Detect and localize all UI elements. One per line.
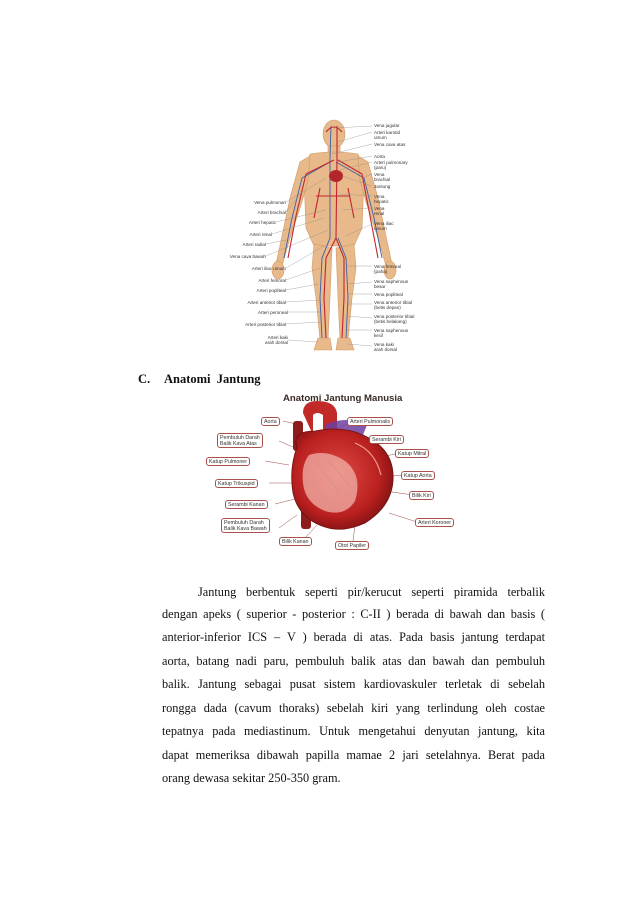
label-arteri-peroneal: Arteri peroneal xyxy=(257,310,288,315)
label-vena-posterior-tibial-1: Vena posterior tibial xyxy=(374,314,415,319)
section-heading xyxy=(138,372,261,387)
label-otot-papiler: Otot Papiler xyxy=(335,541,369,550)
label-pembuluh-darah-balik-kava-atas xyxy=(217,433,263,448)
paragraph-line: tepatnya pada mediastinum. Untuk mengetahui denyutan jantung, kita xyxy=(162,724,545,738)
label-vena-saphenous-kecil-1: Vena saphenous xyxy=(374,328,409,333)
heart-anatomy-figure xyxy=(205,391,477,555)
label-vena-saphenous-besar-1: Vena saphenous xyxy=(374,279,409,284)
label-aorta: Aorta xyxy=(261,417,280,426)
label-arteri-brachial: Arteri brachial xyxy=(257,210,286,215)
label-jantung: Jantung xyxy=(374,184,391,189)
label-vena-jugular: Vena jugular xyxy=(374,123,400,128)
label-katup-trikuspid: Katup Trikuspid xyxy=(215,479,258,488)
label-pembuluh-atas-line2: Balik Kava Atas xyxy=(220,440,257,447)
label-vena-posterior-tibial-2: (betis belakang) xyxy=(374,319,407,324)
heart-figure-title: Anatomi Jantung Manusia xyxy=(283,393,403,404)
label-arteri-renal: Arteri renal xyxy=(249,232,272,237)
section-number: C. xyxy=(138,372,151,386)
paragraph-line: dengan apeks ( superior - posterior : C-II ) berada di bawah dan basis ( xyxy=(162,607,545,621)
label-vena-anterior-tibial-1: Vena anterior tibial xyxy=(374,300,413,305)
circulatory-system-figure xyxy=(230,118,438,358)
label-arah-dorsal-right: arah dorsal xyxy=(374,347,397,352)
paragraph-line: dapat memeriksa dibawah papilla mamae 2 jari setelahnya. Berat pada xyxy=(162,748,545,762)
label-vena-hepatic-2: hepatic xyxy=(374,199,389,204)
label-vena-saphenous-kecil-2: kecil xyxy=(374,333,384,338)
section-title: Anatomi Jantung xyxy=(164,372,261,386)
label-katup-mitral: Katup Mitral xyxy=(395,449,429,458)
label-bilik-kiri: Bilik Kiri xyxy=(409,491,434,500)
label-vena-renal-2: renal xyxy=(374,211,385,216)
label-arteri-popliteal: Arteri popliteal xyxy=(256,288,286,293)
label-vena-cava-atas: Vena cava atas xyxy=(374,142,406,147)
label-umum: umum xyxy=(374,135,387,140)
label-arteri-karotid: Arteri karotid xyxy=(374,130,401,135)
label-vena-popliteal: Vena popliteal xyxy=(374,292,403,297)
label-arteri-pulmonary: Arteri pulmonary xyxy=(374,160,408,165)
label-aorta: Aorta xyxy=(374,154,385,159)
label-arteri-radial: Arteri radial xyxy=(242,242,266,247)
paragraph-line: anterior-inferior ICS – V ) berada di atas. Pada basis jantung terdapat xyxy=(162,630,545,644)
label-pembuluh-bawah-line2: Balik Kava Bawah xyxy=(224,525,267,532)
paragraph-line: Jantung berbentuk seperti pir/kerucut seperti piramida terbalik xyxy=(198,585,545,599)
label-arteri-iliac-umum: Arteri iliac umum xyxy=(251,266,286,271)
label-pembuluh-darah-balik-kava-bawah xyxy=(221,518,270,533)
label-paru: (paru) xyxy=(374,165,387,170)
label-serambi-kiri: Serambi Kiri xyxy=(369,435,404,444)
label-arteri-kaki: Arteri kaki xyxy=(267,335,288,340)
label-vena-anterior-tibial-2: (betis depan) xyxy=(374,305,401,310)
label-katup-pulmoner: Katup Pulmoner xyxy=(206,457,250,466)
paragraph-line: balik. Jantung sebagai pusat sistem kardiovaskuler terletak di sebelah xyxy=(162,677,545,691)
label-vena-renal-1: Vena xyxy=(374,206,385,211)
label-vena-hepatic-1: Vena xyxy=(374,194,385,199)
label-katup-aorta: Katup Aorta xyxy=(401,471,435,480)
label-arteri-femoral: Arteri femoral xyxy=(258,278,286,283)
label-pembuluh-bawah-line1: Pembuluh Darah xyxy=(224,519,264,526)
label-vena-saphenous-besar-2: besar xyxy=(374,284,386,289)
label-arteri-anterior-tibial: Arteri anterior tibial xyxy=(247,300,286,305)
label-arteri-koroner: Arteri Koroner xyxy=(415,518,454,527)
label-vena-brachial-1: Vena xyxy=(374,172,385,177)
label-arah-dorsal-left: arah dorsal xyxy=(265,340,288,345)
label-vena-femoral-2: (paha) xyxy=(374,269,388,274)
paragraph-line: aorta, batang nadi paru, pembuluh balik atas dan bawah dan pembuluh xyxy=(162,654,545,668)
label-vena-cava-bawah: Vena cava bawah xyxy=(229,254,266,259)
paragraph-line: orang dewasa sekitar 250-350 gram. xyxy=(162,771,341,785)
label-vena-femoral-1: Vena femoral xyxy=(374,264,402,269)
label-vena-kaki: Vena kaki xyxy=(374,342,394,347)
label-bilik-kanan: Bilik Kanan xyxy=(279,537,312,546)
label-vena-iliac-2: umum xyxy=(374,226,387,231)
label-arteri-posterior-tibial: Arteri posterior tibial xyxy=(245,322,286,327)
label-vena-pulmonari: Vena pulmonari xyxy=(254,200,286,205)
label-serambi-kanan: Serambi Kanan xyxy=(225,500,268,509)
label-arteri-hepatic: Arteri hepatic xyxy=(248,220,276,225)
label-arteri-pulmonalis: Arteri Pulmonalis xyxy=(347,417,393,426)
label-pembuluh-atas-line1: Pembuluh Darah xyxy=(220,434,260,441)
label-vena-iliac-1: Vena iliac xyxy=(374,221,394,226)
label-vena-brachial-2: brachial xyxy=(374,177,391,182)
paragraph-line: rongga dada (cavum thoraks) sebelah kiri yang terlindung oleh costae xyxy=(162,701,545,715)
